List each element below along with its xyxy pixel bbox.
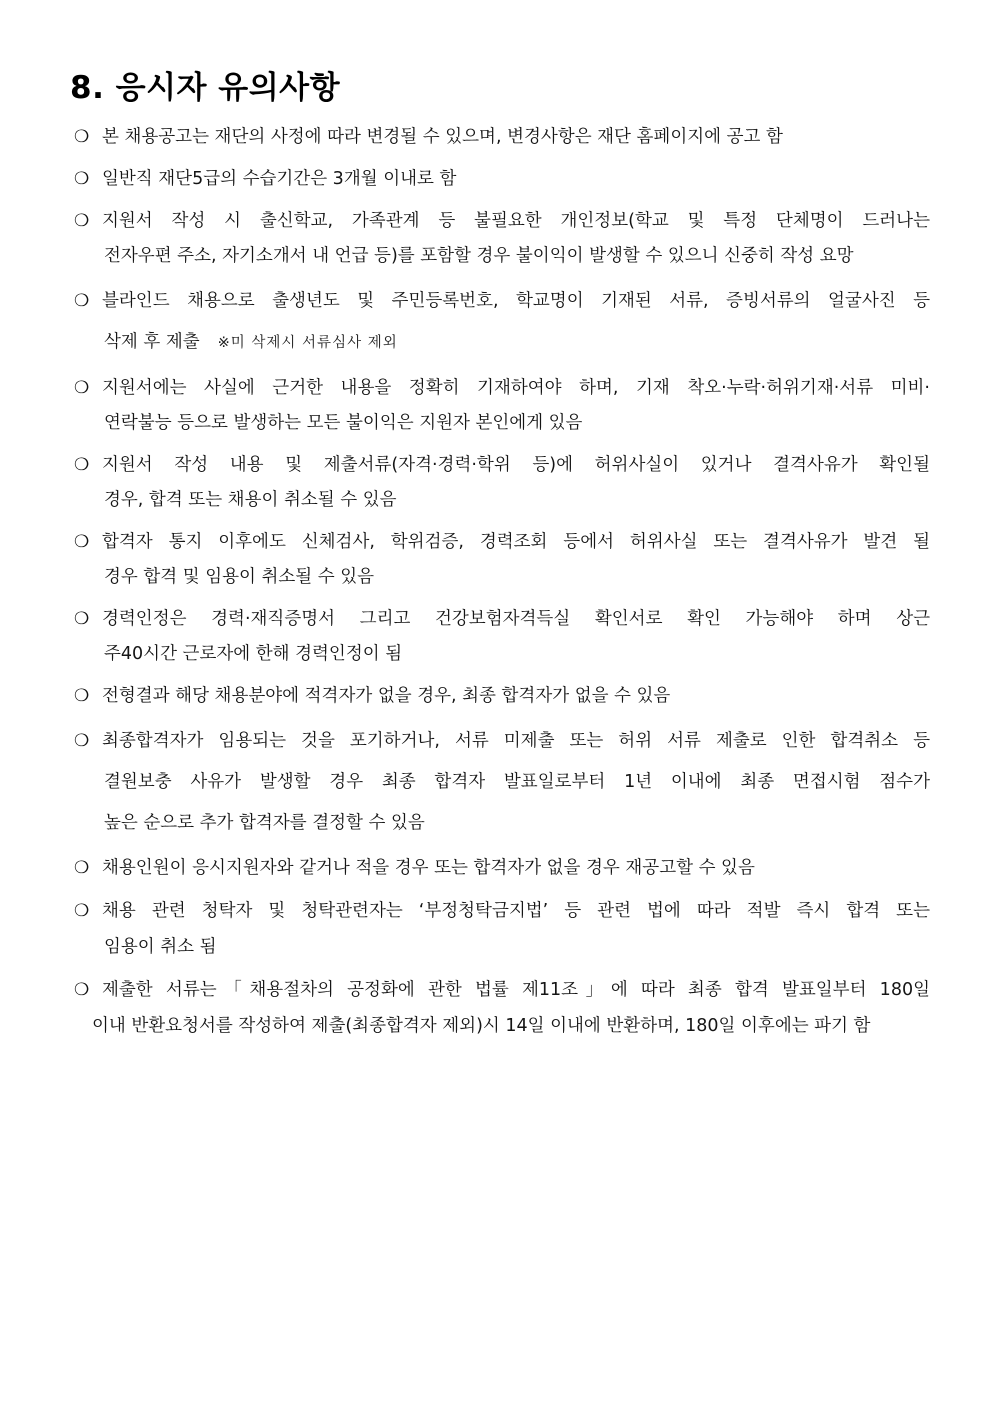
notice-item	[70, 602, 930, 672]
notice-line: 제출한 서류는「채용절차의 공정화에 관한 법률 제11조」에 따라 최종 합격 발표일부터 180일	[102, 980, 930, 1000]
notice-line: 전자우편 주소, 자기소개서 내 언급 등)를 포함할 경우 불이익이 발생할 수 있으니 신중히 작성 요망	[104, 246, 854, 266]
circle-bullet-icon: ❍	[74, 169, 90, 189]
notice-line: 결원보충 사유가 발생할 경우 최종 합격자 발표일로부터 1년 이내에 최종 면접시험 점수가	[104, 772, 930, 792]
notice-line: 높은 순으로 추가 합격자를 결정할 수 있음	[104, 813, 425, 833]
circle-bullet-icon: ❍	[74, 127, 90, 147]
circle-bullet-icon: ❍	[74, 609, 90, 629]
notice-line: 지원서 작성 내용 및 제출서류(자격·경력·학위 등)에 허위사실이 있거나 결격사유가 확인될	[102, 455, 930, 475]
notice-item	[70, 204, 930, 274]
notice-line: 블라인드 채용으로 출생년도 및 주민등록번호, 학교명이 기재된 서류, 증빙서류의 얼굴사진 등	[102, 291, 930, 311]
circle-bullet-icon: ❍	[74, 731, 90, 751]
circle-bullet-icon: ❍	[74, 532, 90, 552]
notice-list	[70, 120, 930, 1051]
notice-line: 경력인정은 경력·재직증명서 그리고 건강보험자격득실 확인서로 확인 가능해야 하며 상근	[102, 609, 930, 629]
notice-line: 이내 반환요청서를 작성하여 제출(최종합격자 제외)시 14일 이내에 반환하며, 180일 이후에는 파기 함	[92, 1016, 871, 1036]
notice-line: 본 채용공고는 재단의 사정에 따라 변경될 수 있으며, 변경사항은 재단 홈페이지에 공고 함	[102, 127, 783, 147]
notice-item	[70, 972, 930, 1044]
notice-line: 최종합격자가 임용되는 것을 포기하거나, 서류 미제출 또는 허위 서류 제출로 인한 합격취소 등	[102, 731, 930, 751]
notice-item	[70, 162, 930, 197]
notice-item	[70, 120, 930, 155]
notice-line: 채용인원이 응시지원자와 같거나 적을 경우 또는 합격자가 없을 경우 재공고할 수 있음	[102, 858, 755, 878]
notice-item	[70, 448, 930, 518]
notice-line-text: 삭제 후 제출	[104, 332, 200, 352]
notice-line: 지원서에는 사실에 근거한 내용을 정확히 기재하여야 하며, 기재 착오·누락·허위기재·서류 미비·	[102, 378, 930, 398]
circle-bullet-icon: ❍	[74, 901, 90, 921]
notice-line: 연락불능 등으로 발생하는 모든 불이익은 지원자 본인에게 있음	[104, 413, 583, 433]
section-title: 8. 응시자 유의사항	[70, 70, 341, 106]
notice-line: 임용이 취소 됨	[104, 937, 217, 957]
notice-item	[70, 371, 930, 441]
notice-item	[70, 721, 930, 844]
notice-item	[70, 281, 930, 364]
notice-line: 경우, 합격 또는 채용이 취소될 수 있음	[104, 490, 397, 510]
notice-line: 지원서 작성 시 출신학교, 가족관계 등 불필요한 개인정보(학교 및 특정 단체명이 드러나는	[102, 211, 930, 231]
notice-line: 주40시간 근로자에 한해 경력인정이 됨	[104, 644, 403, 664]
notice-item	[70, 525, 930, 595]
notice-line: 전형결과 해당 채용분야에 적격자가 없을 경우, 최종 합격자가 없을 수 있음	[102, 686, 671, 706]
notice-line: 일반직 재단5급의 수습기간은 3개월 이내로 함	[102, 169, 457, 189]
circle-bullet-icon: ❍	[74, 455, 90, 475]
circle-bullet-icon: ❍	[74, 686, 90, 706]
circle-bullet-icon: ❍	[74, 980, 90, 1000]
circle-bullet-icon: ❍	[74, 378, 90, 398]
notice-item	[70, 679, 930, 714]
circle-bullet-icon: ❍	[74, 291, 90, 311]
notice-remark: ※미 삭제시 서류심사 제외	[217, 335, 398, 351]
notice-item	[70, 851, 930, 886]
notice-item	[70, 893, 930, 965]
notice-line: 경우 합격 및 임용이 취소될 수 있음	[104, 567, 375, 587]
circle-bullet-icon: ❍	[74, 211, 90, 231]
circle-bullet-icon: ❍	[74, 858, 90, 878]
notice-line	[102, 322, 930, 364]
notice-line: 합격자 통지 이후에도 신체검사, 학위검증, 경력조회 등에서 허위사실 또는 결격사유가 발견 될	[102, 532, 930, 552]
notice-line: 채용 관련 청탁자 및 청탁관련자는 ‘부정청탁금지법’ 등 관련 법에 따라 적발 즉시 합격 또는	[102, 901, 930, 921]
